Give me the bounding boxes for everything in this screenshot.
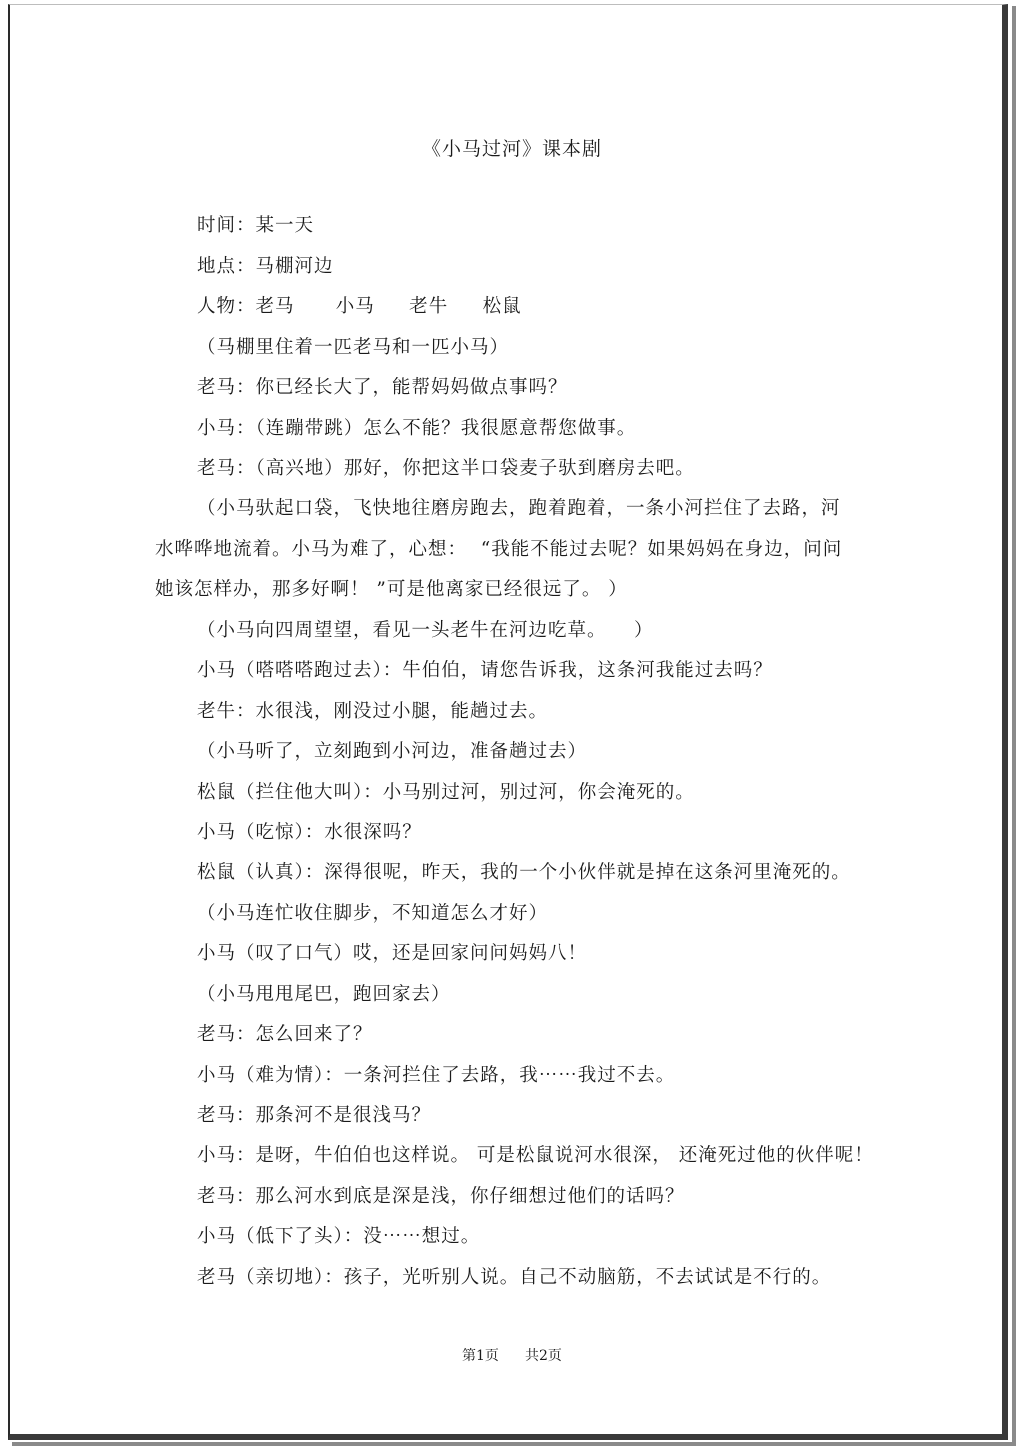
- dialogue-line: 小马：（连蹦带跳）怎么不能？我很愿意帮您做事。: [197, 418, 637, 439]
- dialogue-line: 小马（低下了头）：没⋯⋯想过。: [197, 1226, 481, 1247]
- dialogue-line: 老马：你已经长大了，能帮妈妈做点事吗？: [197, 377, 568, 398]
- dialogue-line: 老马（亲切地）：孩子，光听别人说。自己不动脑筋，不去试试是不行的。: [197, 1267, 832, 1288]
- dialogue-line: 小马（难为情）：一条河拦住了去路，我⋯⋯我过不去。: [197, 1065, 676, 1086]
- stage-direction-paragraph-line: 水哗哗地流着。小马为难了，心想： “我能不能过去呢？如果妈妈在身边，问问: [155, 539, 843, 560]
- text-line-stage-direction: （小马甩甩尾巴，跑回家去）: [197, 984, 451, 1005]
- page-total: 共2页: [525, 1348, 562, 1364]
- text-line-place: 地点：马棚河边: [197, 256, 334, 277]
- text-line-stage-direction: （马棚里住着一匹老马和一匹小马）: [197, 337, 510, 358]
- text-line-characters: 人物：老马 小马 老牛 松鼠: [197, 296, 522, 317]
- dialogue-line: 老马：（高兴地）那好，你把这半口袋麦子驮到磨房去吧。: [197, 458, 695, 479]
- dialogue-line: 松鼠（认真）：深得很呢，昨天，我的一个小伙伴就是掉在这条河里淹死的。: [197, 862, 851, 883]
- text-line-stage-direction: （小马听了，立刻跑到小河边，准备趟过去）: [197, 741, 588, 762]
- page-number: 第1页: [462, 1348, 499, 1364]
- page-shadow-bottom: [12, 1442, 1016, 1446]
- document-title: 《小马过河》课本剧: [421, 138, 602, 160]
- text-line-time: 时间：某一天: [197, 215, 315, 236]
- dialogue-line: 老牛：水很浅，刚没过小腿，能趟过去。: [197, 701, 549, 722]
- stage-direction-paragraph-line: 她该怎样办，那多好啊！ ”可是他离家已经很远了。 ）: [155, 579, 628, 600]
- dialogue-line: 老马：那么河水到底是深是浅，你仔细想过他们的话吗？: [197, 1186, 685, 1207]
- dialogue-line: 小马（嗒嗒嗒跑过去）：牛伯伯，请您告诉我，这条河我能过去吗？: [197, 660, 773, 681]
- dialogue-line: 小马（吃惊）：水很深吗？: [197, 822, 422, 843]
- text-line-stage-direction: （小马连忙收住脚步，不知道怎么才好）: [197, 903, 549, 924]
- dialogue-line: 松鼠（拦住他大叫）：小马别过河，别过河，你会淹死的。: [197, 782, 695, 803]
- text-line-stage-direction: （小马向四周望望，看见一头老牛在河边吃草。 ）: [197, 620, 654, 641]
- dialogue-line: 小马：是呀，牛伯伯也这样说。 可是松鼠说河水很深， 还淹死过他的伙伴呢！: [197, 1145, 874, 1166]
- stage-direction-paragraph-line: （小马驮起口袋，飞快地往磨房跑去，跑着跑着，一条小河拦住了去路，河: [197, 498, 841, 519]
- page-shadow-right: [1012, 6, 1016, 1446]
- dialogue-line: 老马：那条河不是很浅马？: [197, 1105, 432, 1126]
- dialogue-line: 老马：怎么回来了？: [197, 1024, 373, 1045]
- dialogue-line: 小马（叹了口气）哎，还是回家问问妈妈八！: [197, 943, 588, 964]
